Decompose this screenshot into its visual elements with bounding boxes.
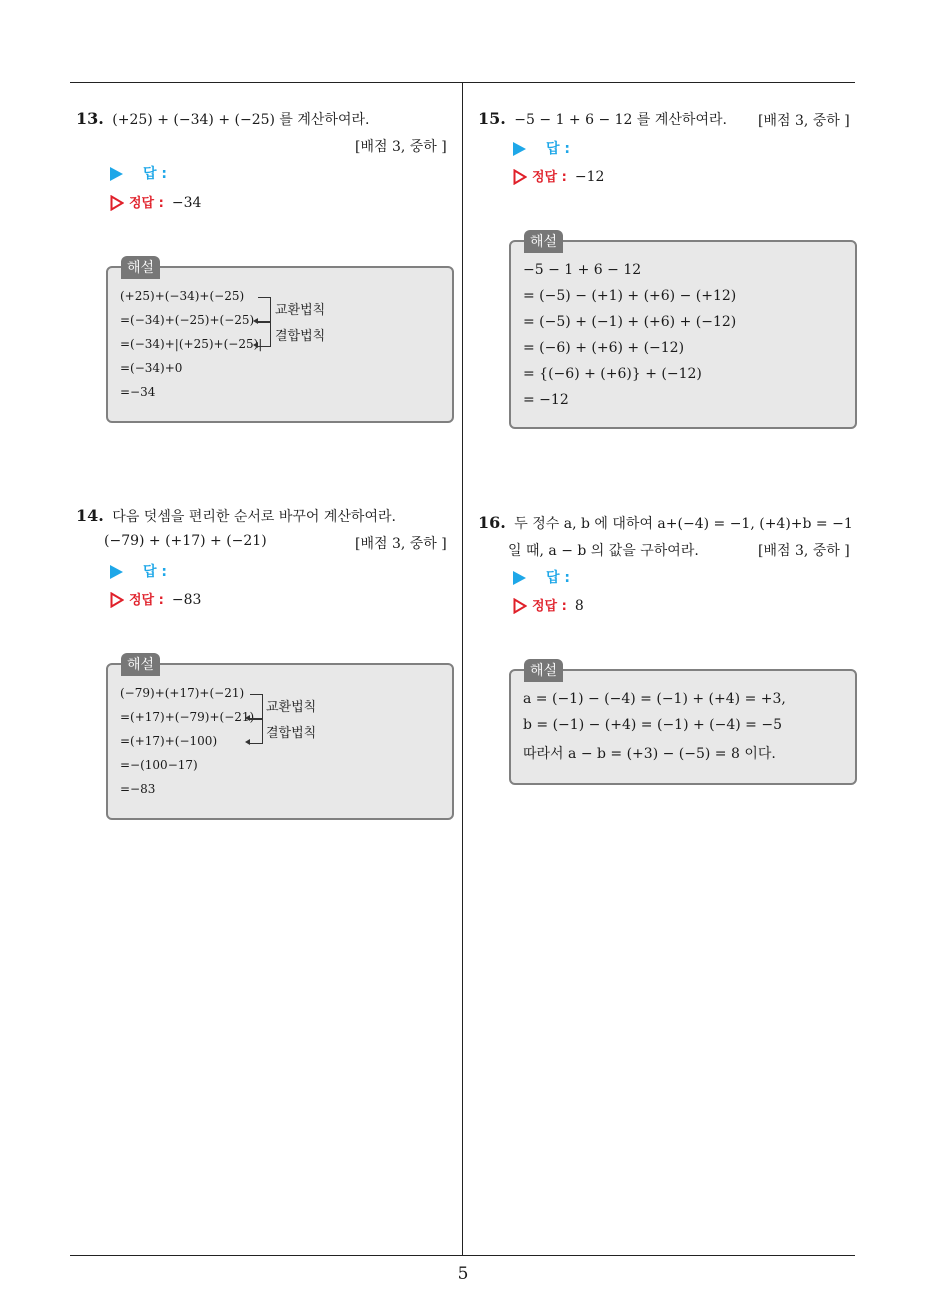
law-label: 교환법칙 <box>266 700 317 715</box>
arrow-icon <box>245 739 250 745</box>
correct-answer-row <box>110 589 201 608</box>
bottom-rule <box>70 1255 855 1256</box>
outline-play-icon <box>513 169 527 185</box>
score-meta: [배점 3, 중하 ] <box>758 113 850 129</box>
problem-14 <box>76 503 396 530</box>
solution-line: =−34 <box>120 385 156 399</box>
law-bracket <box>258 321 271 347</box>
score-meta: [배점 3, 중하 ] <box>758 543 850 559</box>
correct-answer: 8 <box>574 598 584 614</box>
solution-line: =−83 <box>120 782 156 796</box>
problem-number: 16. <box>478 513 506 532</box>
law-label: 교환법칙 <box>275 303 326 318</box>
solution-tag: 해설 <box>121 653 160 676</box>
answer-label: 답 : <box>143 166 167 182</box>
solution-box <box>106 657 454 820</box>
solution-line: a = (−1) − (−4) = (−1) + (+4) = +3, <box>523 691 786 707</box>
question-line <box>76 503 396 530</box>
question-text: −5 − 1 + 6 − 12 를 계산하여라. <box>514 112 727 128</box>
question-text: 두 정수 a, b 에 대하여 a+(−4) = −1, (+4)+b = −1 <box>514 516 853 532</box>
solution-line: = (−5) − (+1) + (+6) − (+12) <box>523 288 737 304</box>
play-icon <box>513 142 526 156</box>
solution-line: = −12 <box>523 392 569 408</box>
solution-line: =(−34)+0 <box>120 361 183 375</box>
solution-line: = (−6) + (+6) + (−12) <box>523 340 685 356</box>
question-text: (+25) + (−34) + (−25) 를 계산하여라. <box>112 112 370 128</box>
problem-number: 14. <box>76 506 104 525</box>
solution-tag: 해설 <box>524 230 563 253</box>
law-bracket <box>250 694 263 720</box>
solution-line: =(+17)+(−79)+(−21) <box>120 710 255 724</box>
solution-line: 따라서 a − b = (+3) − (−5) = 8 이다. <box>523 746 776 762</box>
solution-line: =−(100−17) <box>120 758 198 772</box>
column-divider <box>462 82 463 1256</box>
problem-13 <box>76 106 369 133</box>
correct-answer: −12 <box>574 169 605 185</box>
solution-line: = {(−6) + (+6)} + (−12) <box>523 366 702 382</box>
correct-label: 정답 : <box>532 170 567 185</box>
law-label: 결합법칙 <box>266 726 317 741</box>
score-meta: [배점 3, 중하 ] <box>355 139 447 155</box>
play-icon <box>513 571 526 585</box>
outline-play-icon <box>110 592 124 608</box>
solution-line: = (−5) + (−1) + (+6) + (−12) <box>523 314 737 330</box>
arrow-icon <box>253 342 258 348</box>
question-line <box>478 106 727 133</box>
correct-label: 정답 : <box>129 196 164 211</box>
law-bracket <box>258 297 271 323</box>
solution-box <box>106 260 454 423</box>
solution-line: (−79)+(+17)+(−21) <box>120 686 245 700</box>
score-meta: [배점 3, 중하 ] <box>355 536 447 552</box>
outline-play-icon <box>513 598 527 614</box>
outline-play-icon <box>110 195 124 211</box>
answer-row <box>513 138 570 158</box>
solution-line: =(+17)+(−100) <box>120 734 218 748</box>
arrow-icon <box>253 318 258 324</box>
answer-row <box>110 163 167 183</box>
solution-box <box>509 234 857 429</box>
page-number: 5 <box>457 1264 469 1284</box>
solution-tag: 해설 <box>121 256 160 279</box>
correct-answer-row <box>513 166 604 185</box>
correct-answer: −83 <box>171 592 202 608</box>
solution-line: b = (−1) − (+4) = (−1) + (−4) = −5 <box>523 717 782 733</box>
arrow-icon <box>245 715 250 721</box>
correct-answer-row <box>110 192 201 211</box>
law-bracket <box>250 718 263 744</box>
answer-label: 답 : <box>143 564 167 580</box>
correct-answer-row <box>513 595 584 614</box>
correct-label: 정답 : <box>129 593 164 608</box>
question-line <box>478 510 853 537</box>
question-line-2: 일 때, a − b 의 값을 구하여라. <box>508 543 699 559</box>
play-icon <box>110 565 123 579</box>
question-text: 다음 덧셈을 편리한 순서로 바꾸어 계산하여라. <box>112 509 396 525</box>
correct-answer: −34 <box>171 195 202 211</box>
play-icon <box>110 167 123 181</box>
question-expression: (−79) + (+17) + (−21) <box>104 533 267 549</box>
answer-row <box>513 567 570 587</box>
solution-line: −5 − 1 + 6 − 12 <box>523 262 642 278</box>
answer-row <box>110 561 167 581</box>
answer-label: 답 : <box>546 570 570 586</box>
solution-line: =(−34)+(−25)+(−25) <box>120 313 255 327</box>
solution-box <box>509 663 857 785</box>
problem-number: 13. <box>76 109 104 128</box>
problem-15 <box>478 106 727 133</box>
solution-line: (+25)+(−34)+(−25) <box>120 289 245 303</box>
problem-16 <box>478 510 853 537</box>
solution-tag: 해설 <box>524 659 563 682</box>
solution-line: =(−34)+|(+25)+(−25)| <box>120 337 263 351</box>
answer-label: 답 : <box>546 141 570 157</box>
law-label: 결합법칙 <box>275 329 326 344</box>
problem-number: 15. <box>478 109 506 128</box>
question-line <box>76 106 369 133</box>
correct-label: 정답 : <box>532 599 567 614</box>
